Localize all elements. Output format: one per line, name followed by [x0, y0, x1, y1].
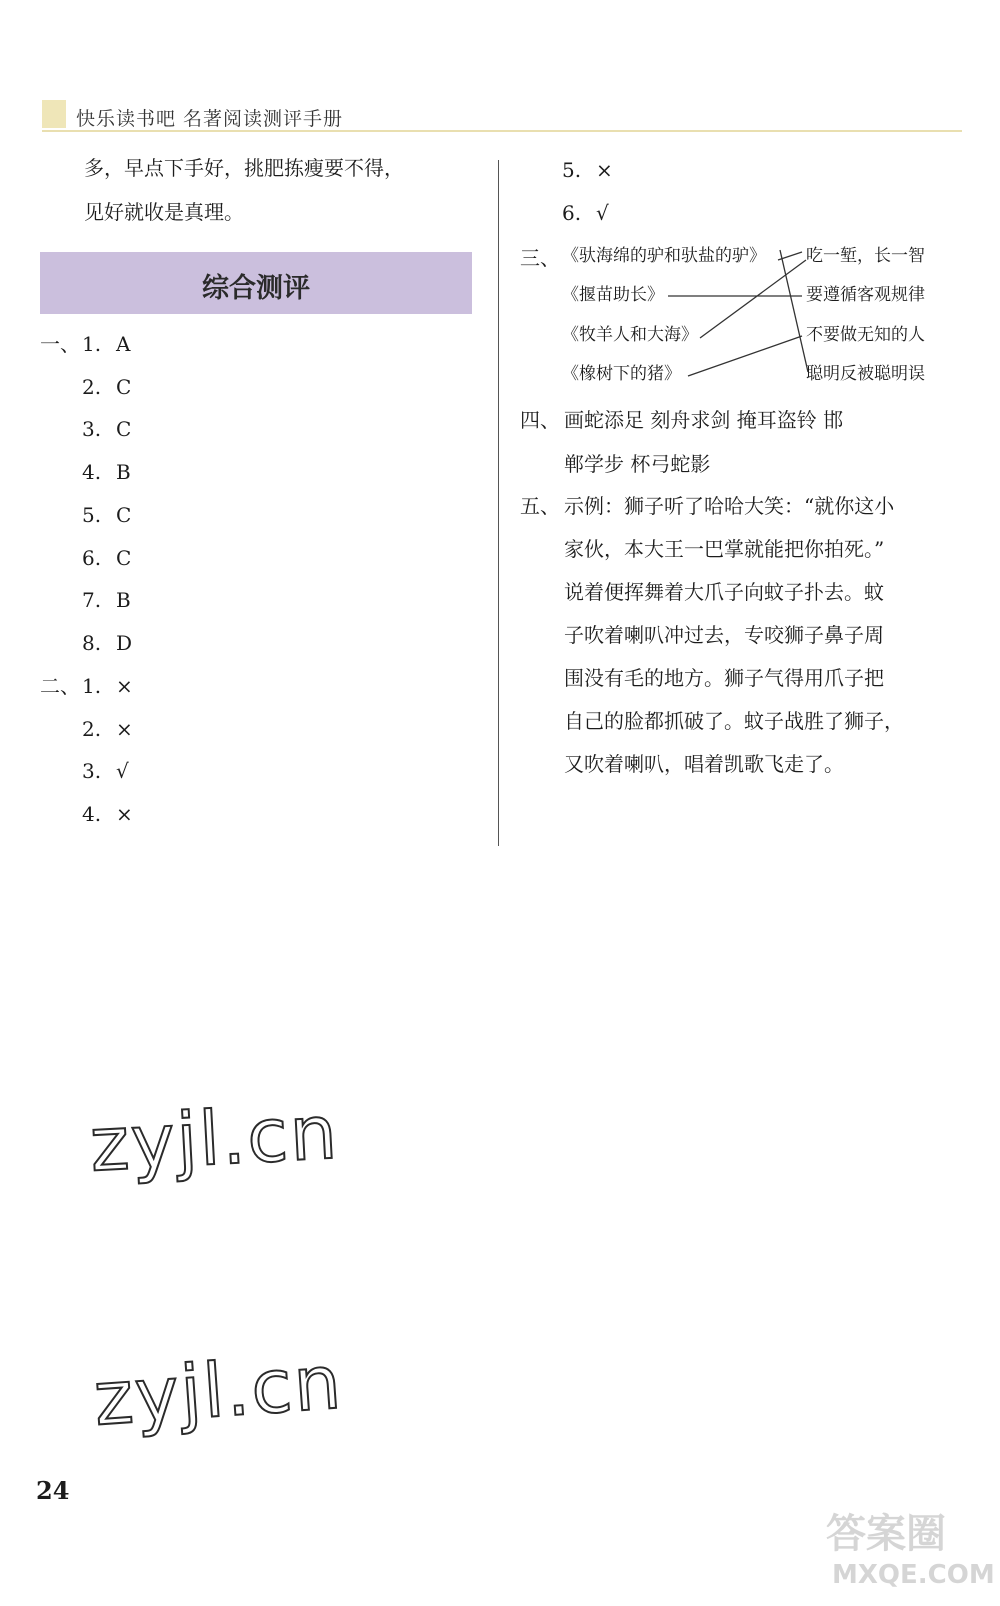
corner-watermark-logo [826, 1500, 995, 1600]
item-answer: × [116, 802, 133, 827]
item-number: 2. [82, 716, 102, 741]
match-left-item: 《驮海绵的驴和驮盐的驴》 [562, 246, 766, 266]
item-number: 6. [562, 200, 582, 225]
match-left-item: 《揠苗助长》 [562, 285, 664, 305]
page-number: 24 [36, 1476, 70, 1505]
answer-text-line: 围没有毛的地方。狮子气得用爪子把 [564, 666, 884, 690]
answer-text-line: 说着便挥舞着大爪子向蚊子扑去。蚊 [564, 580, 884, 604]
item-number: 5. [562, 158, 582, 182]
header-title: 快乐读书吧 名著阅读测评手册 [76, 108, 344, 130]
answer-text-line: 又吹着喇叭，唱着凯歌飞走了。 [564, 752, 844, 776]
item-answer: B [116, 460, 131, 485]
item-number: 1. [82, 332, 102, 356]
item-answer: C [116, 545, 132, 570]
answer-text-line: 子吹着喇叭冲过去，专咬狮子鼻子周 [564, 623, 884, 647]
item-answer: C [116, 374, 132, 399]
corner-watermark-url: MXQE.COM [832, 1560, 995, 1590]
match-right-item: 聪明反被聪明误 [806, 364, 925, 384]
watermark-text: zyjl.cn [91, 1339, 346, 1443]
intro-line: 多，早点下手好，挑肥拣瘦要不得， [84, 156, 404, 180]
item-number: 4. [82, 460, 102, 485]
item-number: 1. [82, 674, 102, 698]
match-line [700, 260, 806, 338]
item-answer: √ [116, 759, 129, 784]
match-right-item: 不要做无知的人 [806, 325, 925, 345]
item-number: 3. [82, 759, 102, 784]
answer-text-line: 家伙，本大王一巴掌就能把你拍死。” [564, 537, 885, 561]
watermark-text: zyjl.cn [87, 1089, 341, 1189]
item-answer: A [116, 332, 131, 356]
item-answer: C [116, 502, 132, 527]
item-answer: √ [596, 200, 609, 225]
question-label: 四、 [520, 408, 560, 432]
match-right-item: 吃一堑，长一智 [806, 246, 925, 266]
item-answer: D [116, 630, 133, 655]
answer-text-line: 自己的脸都抓破了。蚊子战胜了狮子， [564, 709, 904, 733]
item-number: 8. [82, 630, 102, 655]
match-left-item: 《橡树下的猪》 [562, 364, 681, 384]
item-answer: × [116, 674, 133, 698]
item-answer: × [596, 158, 613, 182]
question-label: 五、 [520, 494, 560, 518]
intro-line: 见好就收是真理。 [84, 200, 244, 224]
item-number: 6. [82, 545, 102, 570]
item-number: 3. [82, 417, 102, 442]
item-number: 4. [82, 802, 102, 827]
corner-watermark-text: 答案圈 [826, 1511, 946, 1557]
answer-text: 画蛇添足 刻舟求剑 掩耳盗铃 邯 [564, 408, 844, 432]
item-answer: B [116, 588, 131, 613]
section-title: 综合测评 [202, 273, 310, 304]
question-label: 二、 [40, 674, 80, 698]
question-label: 一、 [40, 332, 80, 356]
answer-text: 郸学步 杯弓蛇影 [564, 452, 711, 476]
match-line [688, 336, 802, 376]
item-answer: C [116, 417, 132, 442]
item-number: 7. [82, 588, 102, 613]
item-number: 5. [82, 502, 102, 527]
match-right-item: 要遵循客观规律 [806, 285, 925, 305]
item-number: 2. [82, 374, 102, 399]
match-left-item: 《牧羊人和大海》 [562, 325, 698, 345]
item-answer: × [116, 716, 133, 741]
question-label: 三、 [520, 246, 560, 270]
answer-text-line: 示例：狮子听了哈哈大笑：“就你这小 [564, 494, 895, 518]
